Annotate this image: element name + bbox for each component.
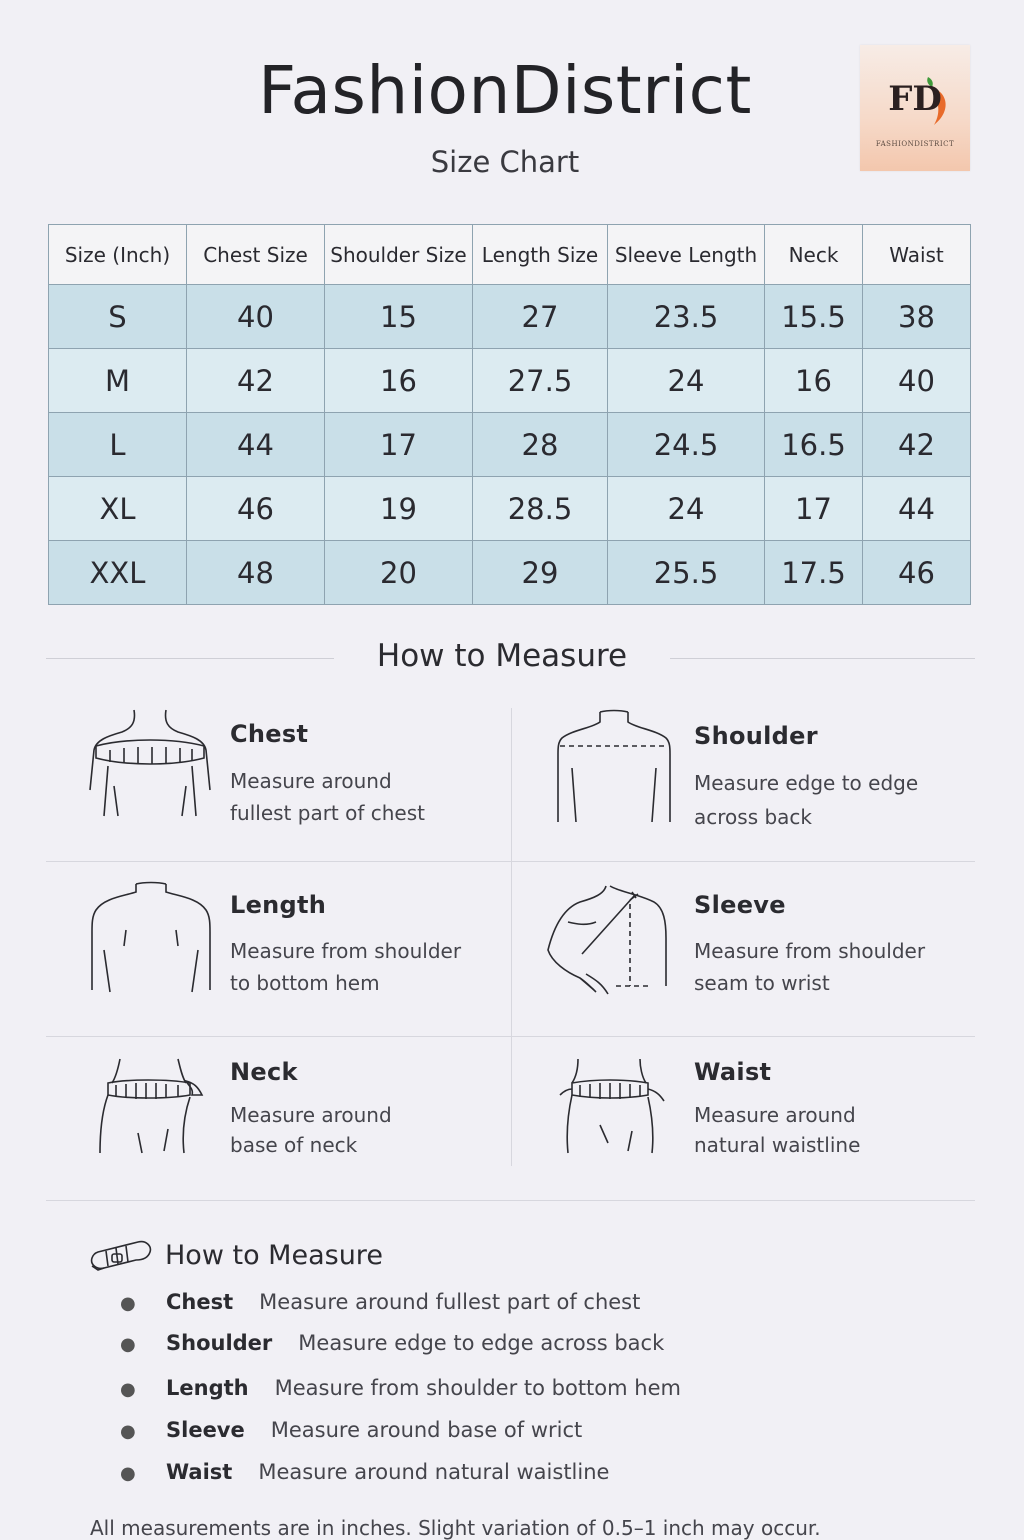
header-shoulder: Shoulder Size: [325, 225, 473, 285]
header-sleeve: Sleeve Length: [608, 225, 765, 285]
tile-title-length: Length: [230, 891, 327, 919]
cell-neck: 15.5: [765, 285, 863, 349]
table-row: [49, 541, 971, 605]
tile-desc-line: Measure around: [230, 769, 392, 793]
tile-desc-line: Measure around: [230, 1103, 392, 1127]
cell-waist: 40: [863, 349, 971, 413]
measure-section-title: How to Measure: [376, 638, 628, 674]
logo-monogram: FD: [888, 79, 942, 119]
cell-shoulder: 17: [325, 413, 473, 477]
cell-size: XL: [49, 477, 187, 541]
list-item: [120, 1331, 664, 1355]
list-desc: Measure edge to edge across back: [298, 1331, 665, 1355]
tile-desc-line: fullest part of chest: [230, 801, 425, 825]
tile-title-chest: Chest: [230, 720, 309, 748]
list-item: [120, 1418, 582, 1442]
tile-title-shoulder: Shoulder: [694, 722, 818, 750]
tile-desc-line: to bottom hem: [230, 971, 380, 995]
cell-sleeve: 24.5: [608, 413, 765, 477]
length-measure-icon: [88, 880, 214, 996]
tile-desc-line: natural waistline: [694, 1133, 861, 1157]
table-row: [49, 413, 971, 477]
cell-length: 28.5: [473, 477, 608, 541]
cell-neck: 16: [765, 349, 863, 413]
chest-measure-icon: [86, 706, 214, 826]
list-item: [120, 1460, 609, 1484]
tile-desc-line: Measure around: [694, 1103, 856, 1127]
list-desc: Measure around fullest part of chest: [259, 1290, 641, 1314]
cell-waist: 38: [863, 285, 971, 349]
tile-desc-shoulder: [694, 766, 964, 834]
tile-desc-waist: [694, 1100, 964, 1160]
cell-chest: 42: [187, 349, 325, 413]
list-term: Length: [166, 1376, 249, 1400]
tile-desc-line: Measure from shoulder: [230, 939, 462, 963]
cell-size: M: [49, 349, 187, 413]
grid-divider: [46, 1200, 975, 1201]
page-subtitle: Size Chart: [430, 145, 580, 179]
measure-section-header: [0, 638, 1024, 678]
bullet: ●: [120, 1293, 136, 1314]
logo-tagline: FASHIONDISTRICT: [875, 140, 955, 148]
cell-sleeve: 25.5: [608, 541, 765, 605]
cell-chest: 44: [187, 413, 325, 477]
tile-desc-line: base of neck: [230, 1133, 358, 1157]
cell-size: XXL: [49, 541, 187, 605]
size-chart-table: [48, 224, 971, 605]
cell-waist: 46: [863, 541, 971, 605]
table-header-row: [49, 225, 971, 285]
list-term: Shoulder: [166, 1331, 273, 1355]
tape-measure-icon: [88, 1238, 154, 1280]
shoulder-measure-icon: [552, 708, 676, 828]
cell-chest: 48: [187, 541, 325, 605]
tile-desc-sleeve: [694, 935, 964, 999]
table-row: [49, 285, 971, 349]
measure-list-title: How to Measure: [165, 1240, 383, 1271]
tile-desc-length: [230, 935, 500, 999]
brand-logo: [860, 45, 970, 171]
bullet: ●: [120, 1421, 136, 1442]
cell-waist: 42: [863, 413, 971, 477]
tile-desc-chest: [230, 765, 500, 829]
brand-title: FashionDistrict: [258, 52, 752, 129]
bullet: ●: [120, 1379, 136, 1400]
header-chest: Chest Size: [187, 225, 325, 285]
list-item: [120, 1290, 640, 1314]
list-desc: Measure around base of wrict: [270, 1418, 583, 1442]
footnote: All measurements are in inches. Slight variation of 0.5–1 inch may occur.: [90, 1516, 821, 1540]
cell-shoulder: 19: [325, 477, 473, 541]
neck-measure-icon: [94, 1055, 206, 1159]
cell-neck: 17.5: [765, 541, 863, 605]
header-size: Size (Inch): [49, 225, 187, 285]
cell-length: 27.5: [473, 349, 608, 413]
cell-size: L: [49, 413, 187, 477]
header-neck: Neck: [765, 225, 863, 285]
tile-title-neck: Neck: [230, 1058, 298, 1086]
list-term: Chest: [166, 1290, 234, 1314]
bullet: ●: [120, 1334, 136, 1355]
tile-desc-line: seam to wrist: [694, 971, 830, 995]
tile-title-sleeve: Sleeve: [694, 891, 786, 919]
cell-neck: 17: [765, 477, 863, 541]
list-term: Sleeve: [166, 1418, 245, 1442]
cell-neck: 16.5: [765, 413, 863, 477]
list-item: [120, 1376, 681, 1400]
waist-measure-icon: [556, 1055, 670, 1159]
cell-length: 29: [473, 541, 608, 605]
cell-chest: 46: [187, 477, 325, 541]
list-term: Waist: [166, 1460, 233, 1484]
list-desc: Measure around natural waistline: [258, 1460, 610, 1484]
header-length: Length Size: [473, 225, 608, 285]
cell-waist: 44: [863, 477, 971, 541]
cell-shoulder: 15: [325, 285, 473, 349]
sleeve-measure-icon: [546, 882, 674, 998]
bullet: ●: [120, 1463, 136, 1484]
tile-desc-line: across back: [694, 805, 812, 829]
cell-shoulder: 20: [325, 541, 473, 605]
tile-desc-neck: [230, 1100, 500, 1160]
cell-length: 27: [473, 285, 608, 349]
cell-size: S: [49, 285, 187, 349]
tile-title-waist: Waist: [694, 1058, 772, 1086]
grid-divider-vertical: [511, 708, 512, 1166]
list-desc: Measure from shoulder to bottom hem: [274, 1376, 681, 1400]
cell-shoulder: 16: [325, 349, 473, 413]
tile-desc-line: Measure from shoulder: [694, 939, 926, 963]
table-row: [49, 349, 971, 413]
tile-desc-line: Measure edge to edge: [694, 771, 919, 795]
table-row: [49, 477, 971, 541]
cell-sleeve: 24: [608, 349, 765, 413]
cell-sleeve: 24: [608, 477, 765, 541]
cell-length: 28: [473, 413, 608, 477]
grid-divider: [46, 861, 975, 862]
cell-chest: 40: [187, 285, 325, 349]
header-waist: Waist: [863, 225, 971, 285]
grid-divider: [46, 1036, 975, 1037]
cell-sleeve: 23.5: [608, 285, 765, 349]
